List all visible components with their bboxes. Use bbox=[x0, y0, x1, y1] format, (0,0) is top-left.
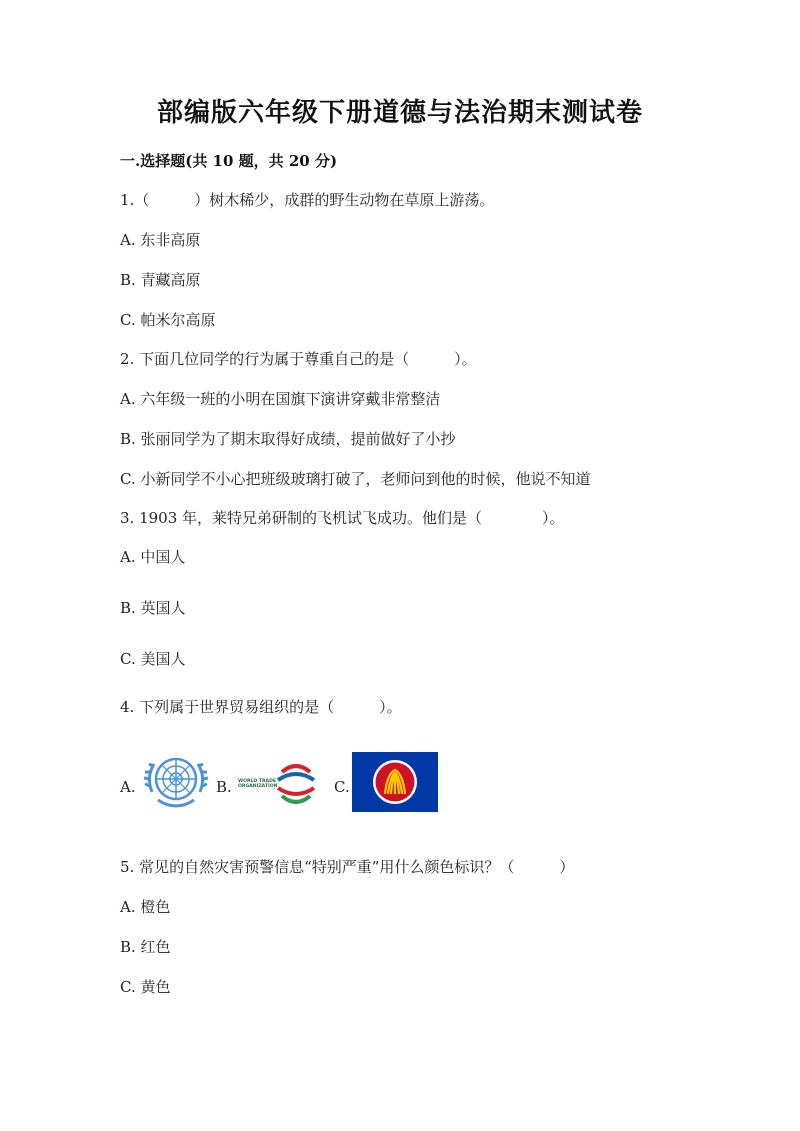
question-3-option-b[interactable]: B. 英国人 bbox=[120, 599, 186, 617]
question-5-stem: 5. 常见的自然灾害预警信息“特别严重”用什么颜色标识？（ ） bbox=[120, 858, 575, 876]
question-2-option-b[interactable]: B. 张丽同学为了期末取得好成绩，提前做好了小抄 bbox=[120, 430, 456, 448]
asean-flag-icon[interactable] bbox=[352, 752, 438, 812]
question-3-stem: 3. 1903 年，莱特兄弟研制的飞机试飞成功。他们是（ ）。 bbox=[120, 509, 565, 527]
question-4-logo-options bbox=[120, 752, 450, 814]
question-5-option-c[interactable]: C. 黄色 bbox=[120, 978, 171, 996]
wto-logo-icon[interactable] bbox=[238, 758, 336, 808]
question-2-option-c[interactable]: C. 小新同学不小心把班级玻璃打破了，老师问到他的时候，他说不知道 bbox=[120, 470, 591, 488]
question-1-option-a[interactable]: A. 东非高原 bbox=[120, 231, 201, 249]
wto-logo-text-1: WORLD TRADE bbox=[238, 779, 277, 784]
question-4-label-c[interactable]: C. bbox=[334, 778, 350, 796]
un-emblem-icon[interactable] bbox=[142, 752, 210, 812]
question-4-label-b[interactable]: B. bbox=[216, 778, 232, 796]
section-heading: 一.选择题(共 10 题，共 20 分) bbox=[120, 152, 338, 170]
question-5-option-a[interactable]: A. 橙色 bbox=[120, 898, 171, 916]
question-5-option-b[interactable]: B. 红色 bbox=[120, 938, 171, 956]
question-2-stem: 2. 下面几位同学的行为属于尊重自己的是（ ）。 bbox=[120, 350, 477, 368]
question-3-option-c[interactable]: C. 美国人 bbox=[120, 650, 186, 668]
question-1-stem: 1.（ ）树木稀少，成群的野生动物在草原上游荡。 bbox=[120, 191, 495, 209]
question-4-label-a[interactable]: A. bbox=[120, 778, 136, 796]
question-1-option-b[interactable]: B. 青藏高原 bbox=[120, 271, 201, 289]
question-2-option-a[interactable]: A. 六年级一班的小明在国旗下演讲穿戴非常整洁 bbox=[120, 390, 441, 408]
question-4-stem: 4. 下列属于世界贸易组织的是（ ）。 bbox=[120, 698, 402, 716]
question-1-option-c[interactable]: C. 帕米尔高原 bbox=[120, 311, 216, 329]
wto-logo-text-2: ORGANIZATION bbox=[238, 784, 278, 789]
question-3-option-a[interactable]: A. 中国人 bbox=[120, 548, 186, 566]
page-title: 部编版六年级下册道德与法治期末测试卷 bbox=[156, 98, 643, 128]
